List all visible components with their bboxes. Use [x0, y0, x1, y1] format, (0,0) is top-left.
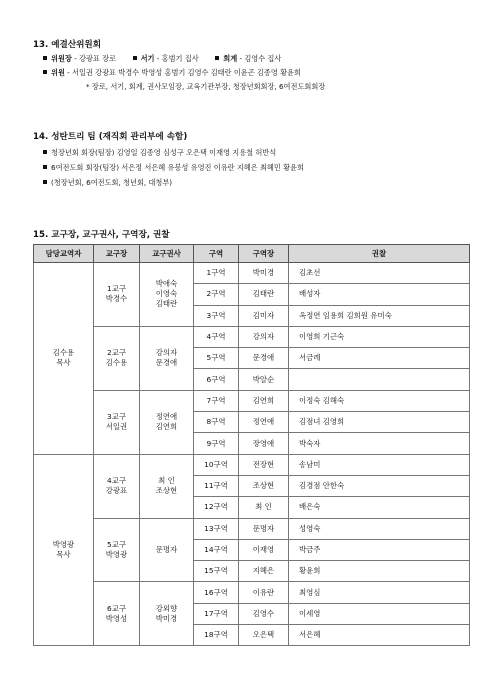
parish-deaconess-cell: 최 인 조상현: [140, 454, 194, 518]
district-leader-cell: 조상현: [239, 475, 289, 496]
section-15-title: 15. 교구장, 교구권사, 구역장, 권찰: [33, 230, 170, 240]
section-14-title: 14. 성탄트리 팀 (재직회 관리부에 속함): [33, 132, 188, 142]
district-cell: 13구역: [194, 518, 239, 539]
bullet-icon: [43, 180, 47, 184]
parish-deaconess-cell: 문명자: [140, 518, 194, 582]
visitor-cell: 이영희 기근숙: [289, 326, 470, 347]
district-cell: 12구역: [194, 497, 239, 518]
district-leader-cell: 최 인: [239, 497, 289, 518]
bullet-icon: [43, 70, 47, 74]
district-leader-cell: 박알순: [239, 369, 289, 390]
district-leader-cell: 박미경: [239, 263, 289, 284]
bullet-icon: [133, 56, 137, 60]
visitor-cell: 옥정연 임용희 김희원 유미숙: [289, 305, 470, 326]
district-cell: 10구역: [194, 454, 239, 475]
district-leader-cell: 이재영: [239, 539, 289, 560]
visitor-cell: 박숙자: [289, 433, 470, 454]
table-row: [34, 326, 470, 347]
header-district-leader: 구역장: [239, 245, 289, 263]
table-row: [34, 518, 470, 539]
treasurer-value: - 김영수 집사: [237, 54, 282, 63]
district-leader-cell: 장영애: [239, 433, 289, 454]
section-14-item: [43, 148, 276, 158]
parish-head-cell: 3교구 서일권: [94, 390, 140, 454]
header-district: 구역: [194, 245, 239, 263]
table-row: [34, 582, 470, 603]
parish-head-cell: 6교구 박영성: [94, 582, 140, 646]
visitor-cell: 박금주: [289, 539, 470, 560]
table-row: [34, 263, 470, 284]
parish-head-cell: 4교구 강광표: [94, 454, 140, 518]
visitor-cell: 김점녀 김영희: [289, 412, 470, 433]
district-cell: 9구역: [194, 433, 239, 454]
section-14-item: [43, 163, 304, 173]
section-13-members-line: [43, 68, 301, 78]
table-row: [34, 390, 470, 411]
parish-deaconess-cell: 강의자 문경애: [140, 326, 194, 390]
parish-head-cell: 1교구 박경수: [94, 263, 140, 327]
section-14-item: [43, 178, 172, 188]
district-leader-cell: 김미자: [239, 305, 289, 326]
visitor-cell: 황윤희: [289, 561, 470, 582]
members-value: - 서일권 강광표 박경수 박영성 홍범기 김영수 김태란 이윤곤 김종영 황윤희: [64, 68, 301, 77]
district-leader-cell: 김태란: [239, 284, 289, 305]
parish-roster-table: [33, 244, 470, 646]
district-cell: 11구역: [194, 475, 239, 496]
district-cell: 14구역: [194, 539, 239, 560]
district-leader-cell: 이유란: [239, 582, 289, 603]
members-label: 위원: [51, 68, 65, 77]
header-visitor: 권찰: [289, 245, 470, 263]
section-14-item-text: 청장년회 회장(팀장) 김영일 김종영 심성구 오은택 이재영 지용철 허반석: [51, 148, 277, 157]
district-leader-cell: 김영수: [239, 603, 289, 624]
district-cell: 15구역: [194, 561, 239, 582]
bullet-icon: [43, 56, 47, 60]
table-row: [34, 454, 470, 475]
header-parish-head: 교구장: [94, 245, 140, 263]
district-cell: 16구역: [194, 582, 239, 603]
parish-deaconess-cell: 박애숙 이영숙 김태란: [140, 263, 194, 327]
secretary-label: 서기: [140, 54, 155, 63]
district-cell: 4구역: [194, 326, 239, 347]
parish-head-cell: 2교구 김수용: [94, 326, 140, 390]
parish-head-cell: 5교구 박영광: [94, 518, 140, 582]
district-cell: 5구역: [194, 348, 239, 369]
district-leader-cell: 문경애: [239, 348, 289, 369]
district-leader-cell: 김연희: [239, 390, 289, 411]
district-leader-cell: 지혜은: [239, 561, 289, 582]
bullet-icon: [43, 165, 47, 169]
parish-deaconess-cell: 강외향 박미경: [140, 582, 194, 646]
pastor-cell: 김수용 목사: [34, 263, 94, 455]
header-pastor: 담당교역자: [34, 245, 94, 263]
chair-value: - 강광표 장로: [71, 54, 117, 63]
visitor-cell: [289, 369, 470, 390]
district-cell: 1구역: [194, 263, 239, 284]
district-cell: 7구역: [194, 390, 239, 411]
district-leader-cell: 전장현: [239, 454, 289, 475]
visitor-cell: 김경점 안한숙: [289, 475, 470, 496]
district-leader-cell: 강의자: [239, 326, 289, 347]
chair-label: 위원장: [51, 54, 72, 63]
section-13-officers-line: [43, 54, 281, 64]
district-leader-cell: 오은택: [239, 625, 289, 646]
visitor-cell: 배은숙: [289, 497, 470, 518]
district-leader-cell: 정연애: [239, 412, 289, 433]
visitor-cell: 최영심: [289, 582, 470, 603]
treasurer-label: 회계: [223, 54, 238, 63]
visitor-cell: 송남미: [289, 454, 470, 475]
visitor-cell: 서금례: [289, 348, 470, 369]
visitor-cell: 이정숙 김해숙: [289, 390, 470, 411]
bullet-icon: [215, 56, 219, 60]
pastor-cell: 박영광 목사: [34, 454, 94, 646]
visitor-cell: 김초선: [289, 263, 470, 284]
district-cell: 17구역: [194, 603, 239, 624]
district-cell: 8구역: [194, 412, 239, 433]
visitor-cell: 배성자: [289, 284, 470, 305]
secretary-value: - 홍범기 집사: [154, 54, 199, 63]
visitor-cell: 성영숙: [289, 518, 470, 539]
parish-deaconess-cell: 정연애 김연희: [140, 390, 194, 454]
district-cell: 18구역: [194, 625, 239, 646]
table-header-row: [34, 245, 470, 263]
district-leader-cell: 문명자: [239, 518, 289, 539]
section-13-title: 13. 예결산위원회: [33, 40, 102, 50]
district-cell: 6구역: [194, 369, 239, 390]
visitor-cell: 이세영: [289, 603, 470, 624]
bullet-icon: [43, 150, 47, 154]
section-13-note: * 장로, 서기, 회계, 권사모임장, 교육기관부장, 청장년회회장, 6여전도회회장: [86, 82, 326, 91]
header-parish-deaconess: 교구권사: [140, 245, 194, 263]
section-14-item-text: (청장년회, 6여전도회, 청년회, 대청부): [51, 178, 173, 187]
visitor-cell: 서은혜: [289, 625, 470, 646]
section-14-item-text: 6여전도회 회장(팀장) 서은정 서은혜 유봉성 유영진 이유란 지혜은 최혜민 황윤희: [51, 163, 304, 172]
district-cell: 2구역: [194, 284, 239, 305]
district-cell: 3구역: [194, 305, 239, 326]
